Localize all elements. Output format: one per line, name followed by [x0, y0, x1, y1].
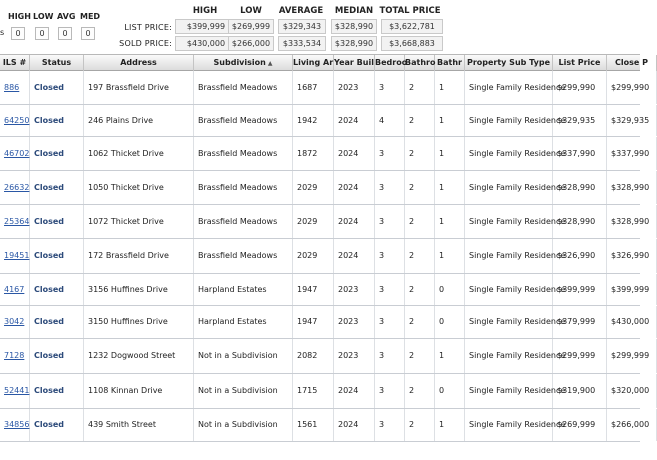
column-header-bed[interactable] — [375, 55, 408, 71]
cell-closeprice: $328,990 — [607, 205, 657, 238]
cell-bathhalf: 0 — [435, 274, 465, 305]
cell-mls — [0, 339, 30, 373]
column-header-label: Subdivision — [213, 58, 266, 67]
table-row[interactable] — [0, 171, 650, 205]
cell-status: Closed — [30, 274, 84, 305]
column-header-label: Property Sub Type — [466, 58, 551, 67]
column-header-subtype[interactable] — [465, 55, 553, 71]
mls-link[interactable]: 19451 — [4, 251, 30, 260]
column-header-bath[interactable] — [405, 55, 435, 71]
mini-value-low: 0 — [35, 27, 49, 40]
table-row[interactable] — [0, 105, 650, 137]
cell-listprice: $329,935 — [553, 105, 607, 136]
cell-year: 2023 — [334, 274, 375, 305]
cell-living: 1561 — [293, 409, 334, 441]
cell-subtype: Single Family Residence — [465, 71, 553, 104]
cell-closeprice: $337,990 — [607, 137, 657, 170]
cell-status: Closed — [30, 306, 84, 338]
cell-address: 172 Brassfield Drive — [84, 239, 194, 273]
table-row[interactable] — [0, 71, 650, 105]
cell-bed: 3 — [375, 239, 405, 273]
cell-address: 3156 Huffines Drive — [84, 274, 194, 305]
cell-closeprice: $299,999 — [607, 339, 657, 373]
sold-price-low: $266,000 — [228, 36, 274, 51]
column-header-listprice[interactable] — [553, 55, 607, 71]
cell-subdivision: Brassfield Meadows — [194, 71, 293, 104]
list-price-low: $269,999 — [228, 19, 274, 34]
column-header-subdivision[interactable] — [194, 55, 293, 71]
cell-bed: 3 — [375, 409, 405, 441]
cell-living: 2082 — [293, 339, 334, 373]
column-header-address[interactable] — [84, 55, 194, 71]
cell-subtype: Single Family Residence — [465, 105, 553, 136]
cell-bathhalf: 1 — [435, 339, 465, 373]
cell-bathhalf: 1 — [435, 105, 465, 136]
mini-value-high: 0 — [11, 27, 25, 40]
cell-subtype: Single Family Residence — [465, 274, 553, 305]
cell-year: 2023 — [334, 339, 375, 373]
cell-listprice: $328,990 — [553, 205, 607, 238]
list-price-median: $328,990 — [331, 19, 377, 34]
cell-bathhalf: 1 — [435, 171, 465, 204]
column-header-label: Year Buil — [334, 58, 374, 67]
cell-subtype: Single Family Residence — [465, 171, 553, 204]
cell-year: 2024 — [334, 374, 375, 408]
cell-living: 2029 — [293, 239, 334, 273]
cell-address: 1072 Thicket Drive — [84, 205, 194, 238]
cell-bed: 3 — [375, 274, 405, 305]
cell-subdivision: Harpland Estates — [194, 274, 293, 305]
cell-status: Closed — [30, 105, 84, 136]
column-header-label: Status — [41, 58, 72, 67]
price-summary — [0, 0, 640, 54]
cell-mls — [0, 71, 30, 104]
cell-status: Closed — [30, 339, 84, 373]
cell-listprice: $399,999 — [553, 274, 607, 305]
cell-bath: 2 — [405, 339, 435, 373]
cell-bed: 3 — [375, 374, 405, 408]
cell-year: 2024 — [334, 205, 375, 238]
cell-bed: 4 — [375, 105, 405, 136]
cell-subtype: Single Family Residence — [465, 374, 553, 408]
cell-closeprice: $329,935 — [607, 105, 657, 136]
cell-status: Closed — [30, 374, 84, 408]
mini-header-high: HIGH — [8, 12, 31, 21]
mini-prefix: s — [0, 28, 5, 37]
column-header-label: Bathro — [405, 58, 436, 67]
cell-bath: 2 — [405, 409, 435, 441]
cell-bath: 2 — [405, 374, 435, 408]
cell-mls — [0, 306, 30, 338]
table-row[interactable] — [0, 339, 650, 374]
cell-year: 2024 — [334, 137, 375, 170]
cell-bath: 2 — [405, 137, 435, 170]
cell-living: 2029 — [293, 205, 334, 238]
mini-header-avg: AVG — [57, 12, 76, 21]
cell-mls — [0, 409, 30, 441]
column-header-label: Bathr — [437, 58, 462, 67]
cell-bed: 3 — [375, 205, 405, 238]
sort-ascending-icon: ▲ — [267, 60, 273, 67]
cell-living: 1942 — [293, 105, 334, 136]
cell-subtype: Single Family Residence — [465, 339, 553, 373]
cell-status: Closed — [30, 171, 84, 204]
cell-bath: 2 — [405, 171, 435, 204]
cell-year: 2024 — [334, 409, 375, 441]
cell-year: 2023 — [334, 71, 375, 104]
cell-bath: 2 — [405, 71, 435, 104]
cell-closeprice: $328,990 — [607, 171, 657, 204]
cell-subtype: Single Family Residence — [465, 409, 553, 441]
cell-subtype: Single Family Residence — [465, 137, 553, 170]
cell-living: 2029 — [293, 171, 334, 204]
stat-header-total-price: TOTAL PRICE — [379, 6, 441, 16]
cell-listprice: $299,990 — [553, 71, 607, 104]
mini-value-avg: 0 — [58, 27, 72, 40]
table-row[interactable] — [0, 409, 650, 442]
mls-link[interactable]: 7128 — [4, 351, 25, 360]
mls-link[interactable]: 52441 — [4, 386, 30, 395]
column-header-year[interactable] — [334, 55, 375, 71]
list-price-label: LIST PRICE: — [124, 23, 172, 32]
cell-bath: 2 — [405, 205, 435, 238]
cell-living: 1947 — [293, 274, 334, 305]
cell-subdivision: Brassfield Meadows — [194, 171, 293, 204]
cell-mls — [0, 239, 30, 273]
cell-address: 1232 Dogwood Street — [84, 339, 194, 373]
cell-bathhalf: 1 — [435, 205, 465, 238]
cell-listprice: $319,900 — [553, 374, 607, 408]
mls-link[interactable]: 886 — [4, 83, 20, 92]
mls-link[interactable]: 34856 — [4, 420, 30, 429]
cell-listprice: $337,990 — [553, 137, 607, 170]
cell-bath: 2 — [405, 306, 435, 338]
cell-subdivision: Brassfield Meadows — [194, 239, 293, 273]
cell-living: 1872 — [293, 137, 334, 170]
cell-listprice: $326,990 — [553, 239, 607, 273]
mls-link[interactable]: 26632 — [4, 183, 30, 192]
cell-mls — [0, 171, 30, 204]
mini-value-med: 0 — [81, 27, 95, 40]
stat-header-median: MEDIAN — [334, 6, 374, 16]
cell-living: 1715 — [293, 374, 334, 408]
list-price-average: $329,343 — [278, 19, 326, 34]
cell-address: 1108 Kinnan Drive — [84, 374, 194, 408]
table-row[interactable] — [0, 306, 650, 339]
column-header-label: ILS # — [2, 58, 27, 67]
cell-status: Closed — [30, 409, 84, 441]
cell-subdivision: Harpland Estates — [194, 306, 293, 338]
column-header-label: Close P — [615, 58, 648, 67]
cell-subdivision: Brassfield Meadows — [194, 205, 293, 238]
cell-year: 2024 — [334, 171, 375, 204]
cell-subtype: Single Family Residence — [465, 239, 553, 273]
cell-living: 1687 — [293, 71, 334, 104]
cell-address: 439 Smith Street — [84, 409, 194, 441]
stat-header-high: HIGH — [192, 6, 218, 16]
cell-listprice: $299,999 — [553, 339, 607, 373]
cell-listprice: $269,999 — [553, 409, 607, 441]
cell-address: 197 Brassfield Drive — [84, 71, 194, 104]
table-row[interactable] — [0, 137, 650, 171]
column-header-label: Living Ar — [293, 58, 334, 67]
cell-mls — [0, 205, 30, 238]
sold-price-median: $328,990 — [331, 36, 377, 51]
sold-price-average: $333,534 — [278, 36, 326, 51]
table-row[interactable] — [0, 205, 650, 239]
cell-mls — [0, 137, 30, 170]
cell-address: 1050 Thicket Drive — [84, 171, 194, 204]
column-header-label: List Price — [558, 58, 601, 67]
mls-link[interactable]: 4167 — [4, 285, 25, 294]
cell-status: Closed — [30, 239, 84, 273]
cell-bed: 3 — [375, 339, 405, 373]
mini-header-low: LOW — [33, 12, 54, 21]
cell-bed: 3 — [375, 71, 405, 104]
cell-living: 1947 — [293, 306, 334, 338]
cell-subdivision: Not in a Subdivision — [194, 339, 293, 373]
column-header-closeprice[interactable] — [607, 55, 657, 71]
table-row[interactable] — [0, 239, 650, 274]
mls-link[interactable]: 64250 — [4, 116, 30, 125]
table-row[interactable] — [0, 274, 650, 306]
grid-header — [0, 54, 648, 71]
column-header-status[interactable] — [30, 55, 84, 71]
cell-bathhalf: 1 — [435, 71, 465, 104]
cell-bathhalf: 0 — [435, 374, 465, 408]
cell-closeprice: $299,990 — [607, 71, 657, 104]
cell-subdivision: Brassfield Meadows — [194, 105, 293, 136]
sold-price-label: SOLD PRICE: — [119, 39, 172, 48]
column-header-bathhalf[interactable] — [435, 55, 465, 71]
cell-year: 2024 — [334, 239, 375, 273]
cell-closeprice: $266,000 — [607, 409, 657, 441]
cell-listprice: $328,990 — [553, 171, 607, 204]
column-header-label: Address — [120, 58, 157, 67]
cell-status: Closed — [30, 137, 84, 170]
cell-closeprice: $326,990 — [607, 239, 657, 273]
cell-bath: 2 — [405, 239, 435, 273]
cell-closeprice: $399,999 — [607, 274, 657, 305]
cell-bathhalf: 1 — [435, 239, 465, 273]
cell-subdivision: Brassfield Meadows — [194, 137, 293, 170]
cell-bath: 2 — [405, 105, 435, 136]
cell-status: Closed — [30, 71, 84, 104]
cell-subtype: Single Family Residence — [465, 205, 553, 238]
stat-header-average: AVERAGE — [278, 6, 324, 16]
cell-mls — [0, 105, 30, 136]
sold-price-high: $430,000 — [175, 36, 237, 51]
cell-year: 2024 — [334, 105, 375, 136]
cell-closeprice: $320,000 — [607, 374, 657, 408]
cell-mls — [0, 374, 30, 408]
mls-link[interactable]: 46702 — [4, 149, 30, 158]
mls-link[interactable]: 3042 — [4, 317, 25, 326]
cell-mls — [0, 274, 30, 305]
cell-year: 2023 — [334, 306, 375, 338]
cell-listprice: $379,999 — [553, 306, 607, 338]
table-row[interactable] — [0, 374, 650, 409]
cell-subdivision: Not in a Subdivision — [194, 409, 293, 441]
cell-bath: 2 — [405, 274, 435, 305]
cell-address: 1062 Thicket Drive — [84, 137, 194, 170]
stat-header-low: LOW — [240, 6, 262, 16]
sold-price-total: $3,668,883 — [381, 36, 443, 51]
cell-subtype: Single Family Residence — [465, 306, 553, 338]
mini-header-med: MED — [80, 12, 101, 21]
column-header-mls[interactable] — [0, 55, 30, 71]
cell-address: 246 Plains Drive — [84, 105, 194, 136]
list-price-high: $399,999 — [175, 19, 237, 34]
mls-link[interactable]: 25364 — [4, 217, 30, 226]
cell-bed: 3 — [375, 137, 405, 170]
column-header-living[interactable] — [293, 55, 334, 71]
cell-status: Closed — [30, 205, 84, 238]
cell-bed: 3 — [375, 171, 405, 204]
cell-bathhalf: 1 — [435, 137, 465, 170]
cell-bed: 3 — [375, 306, 405, 338]
cell-subdivision: Not in a Subdivision — [194, 374, 293, 408]
cell-address: 3150 Huffines Drive — [84, 306, 194, 338]
cell-bathhalf: 0 — [435, 306, 465, 338]
list-price-total: $3,622,781 — [381, 19, 443, 34]
cell-closeprice: $430,000 — [607, 306, 657, 338]
cell-bathhalf: 1 — [435, 409, 465, 441]
column-header-label: Bedroo — [375, 58, 408, 67]
